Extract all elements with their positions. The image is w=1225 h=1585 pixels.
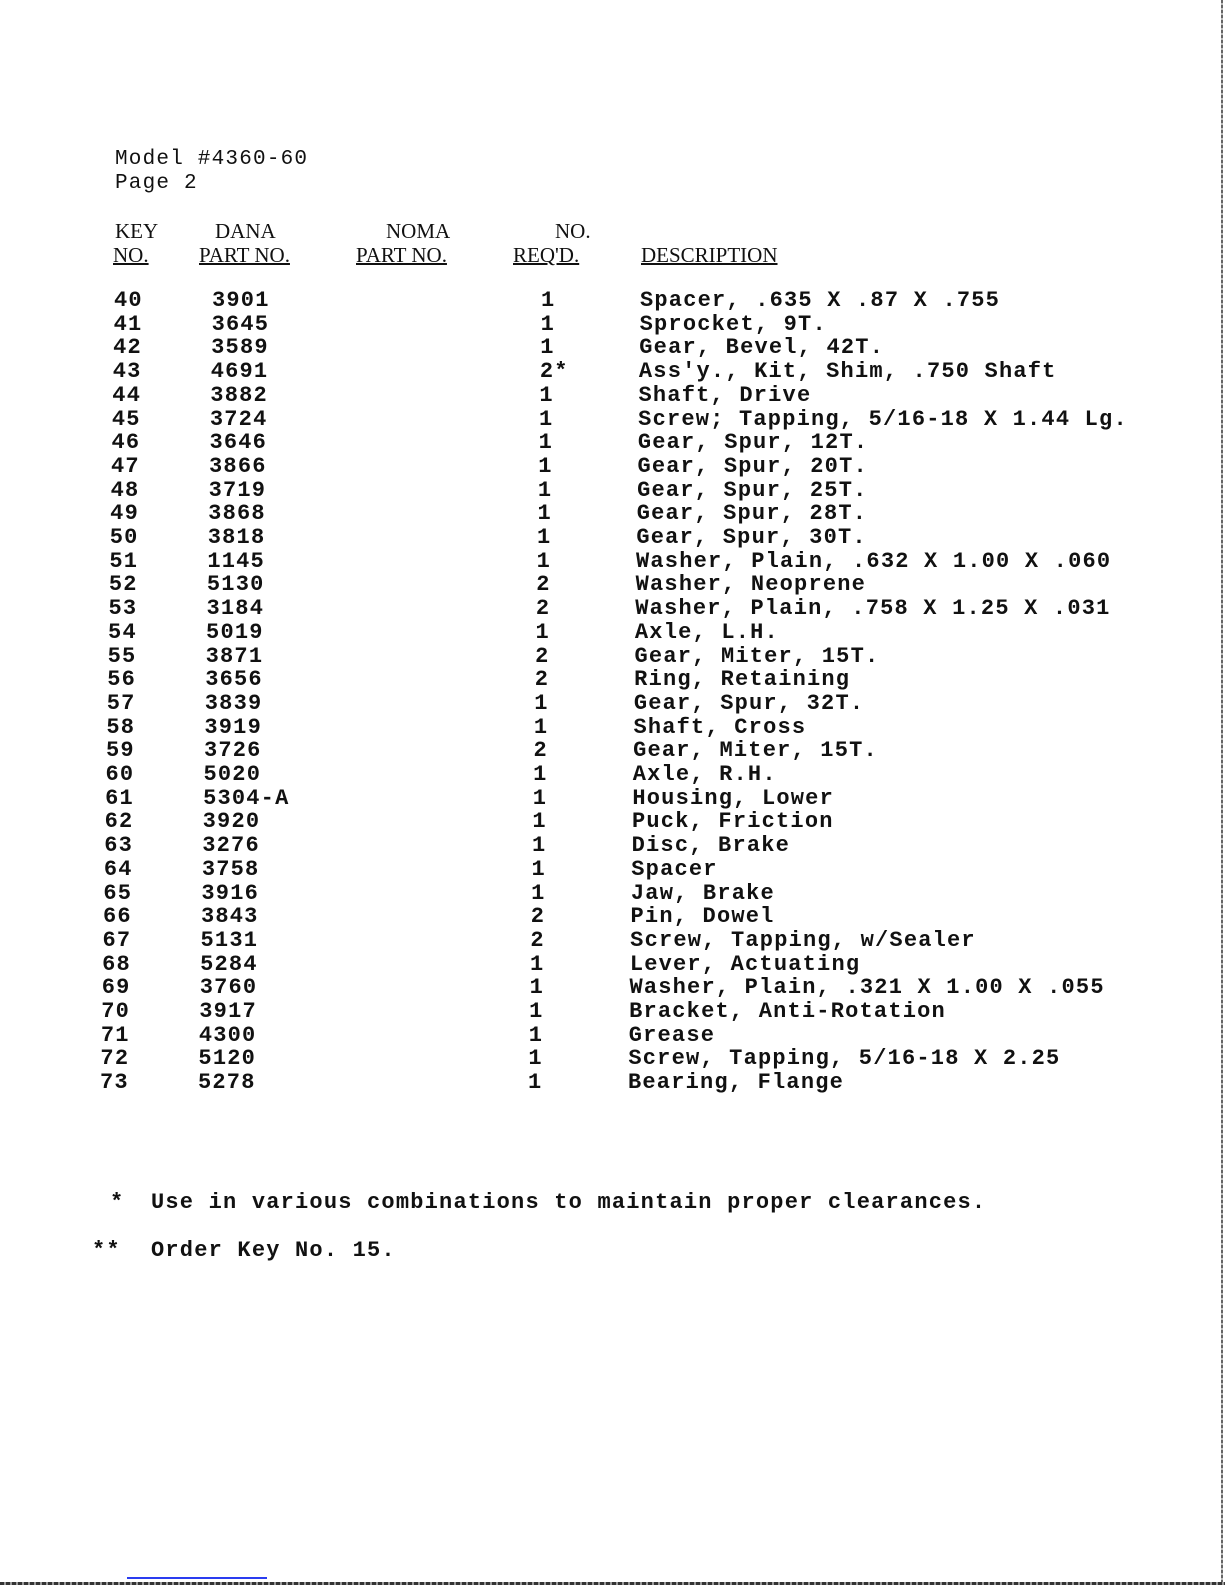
cell-dana: 3882 <box>210 382 268 408</box>
cell-req: 1 <box>537 525 552 550</box>
cell-req: 1 <box>528 1046 543 1072</box>
cell-dana: 5131 <box>200 927 259 953</box>
cell-key: 50 <box>109 525 139 550</box>
cell-req: 1 <box>537 501 552 527</box>
cell-desc: Axle, R.H. <box>632 762 777 787</box>
cell-req: 1 <box>534 690 549 716</box>
cell-desc: Ring, Retaining <box>634 667 851 693</box>
cell-desc: Screw, Tapping, 5/16-18 X 2.25 <box>628 1046 1061 1072</box>
cell-dana: 3919 <box>204 714 262 740</box>
cell-desc: Gear, Spur, 28T. <box>636 501 868 527</box>
cell-key: 45 <box>111 406 141 432</box>
cell-key: 68 <box>102 951 131 977</box>
cell-desc: Gear, Miter, 15T. <box>634 643 880 669</box>
cell-desc: Ass'y., Kit, Shim, .750 Shaft <box>638 359 1057 385</box>
cell-key: 69 <box>101 975 131 1001</box>
cell-req: 1 <box>531 880 546 906</box>
cell-dana: 3758 <box>201 856 260 882</box>
cell-dana: 4300 <box>198 1022 257 1048</box>
cell-desc: Disc, Brake <box>631 833 791 859</box>
cell-dana: 1145 <box>207 548 265 574</box>
cell-dana: 3589 <box>211 335 269 361</box>
page-number: Page 2 <box>115 172 198 195</box>
cell-key: 43 <box>112 359 142 385</box>
cell-dana: 3818 <box>207 525 266 550</box>
cell-key: 40 <box>114 288 143 313</box>
footnote-1-mark: * <box>110 1190 125 1215</box>
cell-req: 2 <box>535 596 551 622</box>
cell-key: 61 <box>105 785 134 811</box>
cell-req: 2 <box>530 927 545 953</box>
cell-dana: 3871 <box>205 643 264 669</box>
cell-key: 64 <box>103 856 133 882</box>
cell-req: 2 <box>536 572 551 598</box>
cell-req: 1 <box>529 975 544 1001</box>
scan-edge <box>1221 0 1223 1585</box>
footnote-2-mark: ** <box>92 1238 121 1263</box>
cell-key: 41 <box>113 311 143 337</box>
cell-req: 1 <box>541 288 556 313</box>
cell-key: 60 <box>105 762 135 787</box>
cell-key: 49 <box>110 501 139 527</box>
footnote-1-text: Use in various combinations to maintain proper clearances. <box>151 1190 987 1215</box>
cell-desc: Pin, Dowel <box>630 904 775 930</box>
cell-key: 56 <box>107 667 137 693</box>
cell-dana: 5020 <box>203 762 262 787</box>
col-noma-line1: NOMA <box>386 219 451 243</box>
cell-dana: 3760 <box>199 975 258 1001</box>
footnote-2-text: Order Key No. 15. <box>151 1238 396 1263</box>
cell-desc: Washer, Plain, .632 X 1.00 X .060 <box>636 548 1112 574</box>
cell-req: 2 <box>533 738 548 764</box>
cell-req: 1 <box>533 714 549 740</box>
cell-desc: Jaw, Brake <box>630 880 775 906</box>
cell-req: 1 <box>529 951 545 977</box>
cell-key: 73 <box>100 1070 129 1096</box>
cell-dana: 3184 <box>206 596 265 622</box>
cell-req: 1 <box>540 335 555 361</box>
cell-dana: 3916 <box>201 880 259 906</box>
col-description: DESCRIPTION <box>641 243 778 267</box>
cell-desc: Gear, Spur, 20T. <box>637 453 868 479</box>
cell-dana: 3724 <box>209 406 268 432</box>
cell-req: 1 <box>532 809 547 835</box>
cell-req: 1 <box>535 619 550 645</box>
cell-key: 66 <box>102 904 132 930</box>
cell-req: 1 <box>540 311 555 337</box>
cell-key: 44 <box>112 382 142 408</box>
cell-dana: 5019 <box>206 619 264 645</box>
cell-key: 47 <box>111 453 140 479</box>
cell-desc: Grease <box>628 1022 716 1048</box>
cell-desc: Gear, Spur, 32T. <box>633 690 865 716</box>
cell-key: 65 <box>103 880 133 906</box>
cell-key: 67 <box>102 927 132 953</box>
cell-desc: Gear, Spur, 30T. <box>636 525 867 550</box>
cell-req: 2 <box>530 904 546 930</box>
cell-desc: Gear, Spur, 12T. <box>637 430 869 456</box>
cell-req: 1 <box>537 477 553 503</box>
cell-dana: 3868 <box>208 501 266 527</box>
cell-dana: 3726 <box>203 738 262 764</box>
cell-req: 2 <box>535 643 550 669</box>
cell-desc: Spacer, .635 X .87 X .755 <box>640 288 1001 313</box>
cell-key: 53 <box>108 596 138 622</box>
cell-key: 59 <box>105 738 135 764</box>
cell-desc: Gear, Miter, 15T. <box>633 738 878 764</box>
cell-req: 1 <box>531 856 546 882</box>
cell-req: 1 <box>532 785 548 811</box>
cell-key: 46 <box>111 430 141 456</box>
col-req-line2: REQ'D. <box>513 243 580 267</box>
cell-key: 48 <box>110 477 140 503</box>
model-number: Model #4360-60 <box>115 148 309 171</box>
cell-desc: Washer, Neoprene <box>635 572 867 598</box>
cell-dana: 5120 <box>198 1046 257 1072</box>
cell-key: 57 <box>106 690 136 716</box>
cell-req: 2* <box>539 359 569 385</box>
cell-req: 1 <box>533 762 548 787</box>
cell-key: 52 <box>108 572 138 598</box>
cell-dana: 5304-A <box>203 785 290 811</box>
cell-desc: Screw, Tapping, w/Sealer <box>630 927 976 953</box>
cell-req: 1 <box>536 548 552 574</box>
cell-req: 1 <box>538 430 554 456</box>
cell-key: 70 <box>101 999 131 1024</box>
cell-desc: Bearing, Flange <box>628 1070 845 1096</box>
cell-dana: 5278 <box>198 1070 256 1096</box>
cell-dana: 4691 <box>210 359 269 385</box>
cell-desc: Shaft, Cross <box>633 714 807 740</box>
cell-dana: 3646 <box>209 430 268 456</box>
cell-dana: 3901 <box>212 288 270 313</box>
col-noma-line2: PART NO. <box>356 243 447 267</box>
cell-desc: Bracket, Anti-Rotation <box>629 999 946 1024</box>
cell-key: 62 <box>104 809 134 835</box>
cell-desc: Washer, Plain, .758 X 1.25 X .031 <box>635 596 1111 622</box>
col-key-line1: KEY <box>115 219 159 243</box>
cell-req: 1 <box>529 999 544 1024</box>
col-key-line2: NO. <box>113 243 149 267</box>
cell-req: 1 <box>538 453 553 479</box>
cell-desc: Screw; Tapping, 5/16-18 X 1.44 Lg. <box>638 406 1128 432</box>
cell-desc: Gear, Spur, 25T. <box>637 477 868 503</box>
cell-req: 1 <box>539 382 554 408</box>
col-dana-line2: PART NO. <box>199 243 290 267</box>
cell-desc: Lever, Actuating <box>629 951 861 977</box>
col-req-line1: NO. <box>555 219 591 243</box>
cell-dana: 3917 <box>199 999 257 1024</box>
cell-desc: Spacer <box>631 856 718 882</box>
cell-desc: Shaft, Drive <box>638 382 812 408</box>
cell-dana: 3645 <box>211 311 270 337</box>
cell-dana: 3656 <box>205 667 263 693</box>
cell-dana: 3276 <box>202 833 260 859</box>
cell-dana: 3843 <box>200 904 259 930</box>
cell-dana: 3920 <box>202 809 261 835</box>
cell-key: 51 <box>109 548 139 574</box>
cell-key: 71 <box>100 1022 130 1048</box>
cell-req: 1 <box>539 406 554 432</box>
cell-dana: 3839 <box>204 690 263 716</box>
cell-req: 1 <box>528 1070 543 1096</box>
col-dana-line1: DANA <box>215 219 276 243</box>
cell-dana: 5130 <box>206 572 265 598</box>
cell-desc: Housing, Lower <box>632 785 834 811</box>
cell-key: 55 <box>107 643 137 669</box>
cell-desc: Axle, L.H. <box>634 619 779 645</box>
cell-desc: Puck, Friction <box>632 809 834 835</box>
cell-req: 1 <box>531 833 547 859</box>
cell-desc: Washer, Plain, .321 X 1.00 X .055 <box>629 975 1105 1001</box>
cell-desc: Gear, Bevel, 42T. <box>639 335 885 361</box>
cell-req: 2 <box>534 667 550 693</box>
cell-key: 63 <box>104 833 134 859</box>
scan-mark-line <box>127 1577 267 1579</box>
cell-key: 58 <box>106 714 136 740</box>
cell-desc: Sprocket, 9T. <box>639 311 827 337</box>
cell-key: 72 <box>100 1046 130 1072</box>
cell-key: 42 <box>113 335 142 361</box>
cell-dana: 5284 <box>200 951 258 977</box>
cell-dana: 3866 <box>209 453 267 479</box>
cell-req: 1 <box>528 1022 544 1048</box>
cell-dana: 3719 <box>208 477 267 503</box>
cell-key: 54 <box>108 619 137 645</box>
